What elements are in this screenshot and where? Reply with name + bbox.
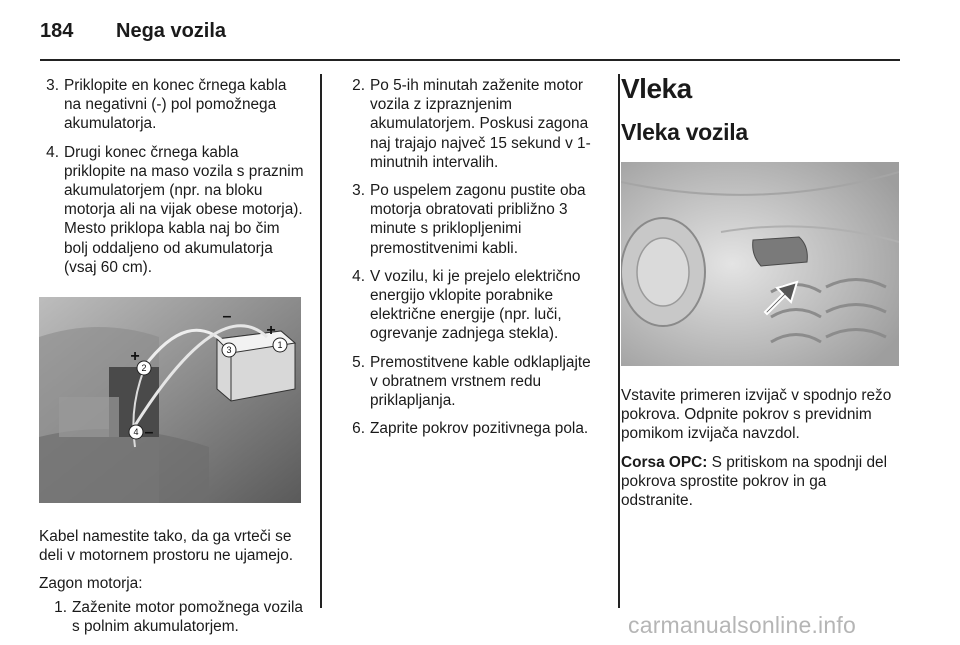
steps-list xyxy=(345,76,600,438)
opc-text: S pritiskom na spodnji del pokrova sprostite pokrov in ga odstranite. xyxy=(621,453,888,510)
cable-note: Kabel namestite tako, da ga vrteči se deli v motornem prostoru ne ujamejo. xyxy=(39,528,294,565)
step-number: 4. xyxy=(352,267,365,285)
towing-eye-cover-illustration xyxy=(621,162,899,366)
callout-2: 2 xyxy=(141,363,147,374)
opc-note xyxy=(621,453,901,511)
plus-sign-car: + xyxy=(130,348,140,366)
list-item xyxy=(39,143,304,277)
steps-list-top xyxy=(39,76,304,277)
callout-3: 3 xyxy=(226,345,232,356)
start-intro: Zagon motorja: xyxy=(39,575,143,593)
page-number: 184 xyxy=(40,20,74,42)
step-number: 3. xyxy=(352,182,365,200)
step-number: 3. xyxy=(46,77,59,94)
list-item xyxy=(345,181,600,258)
callout-4: 4 xyxy=(133,427,139,438)
step-text: Premostitvene kable odklapljajte v obratnem vrstnem redu priklapljanja. xyxy=(370,353,591,410)
list-item xyxy=(39,76,304,134)
plus-sign-battery: + xyxy=(266,322,276,340)
step-number: 5. xyxy=(352,353,365,371)
header-rule xyxy=(40,59,900,61)
step-text: Drugi konec črnega kabla priklopite na maso vozila s praznim akumulatorjem (npr. na bloku motorja ali na vijak obese motorja). Mesto priklopa kabla naj bo čim bolj oddaljeno od akumulatorja (vsaj 60 cm). xyxy=(64,143,304,276)
column-divider-right xyxy=(618,74,620,608)
step-text: Priklopite en konec črnega kabla na negativni (-) pol pomožnega akumulatorja. xyxy=(64,77,287,133)
step-text: Po 5-ih minutah zaženite motor vozila z izpraznjenim akumulatorjem. Poskusi zagona naj trajajo največ 15 sekund v 1-minutnih intervalih. xyxy=(370,77,591,171)
opc-label: Corsa OPC: xyxy=(621,453,708,471)
column-left xyxy=(39,76,304,645)
step-number: 6. xyxy=(352,420,365,438)
minus-sign-car: – xyxy=(144,424,154,442)
step-text: Zaprite pokrov pozitivnega pola. xyxy=(370,420,589,438)
section-heading: Vleka xyxy=(621,73,692,104)
step-number: 1. xyxy=(54,598,67,616)
steps-list-bottom xyxy=(39,598,304,636)
step-number: 4. xyxy=(46,143,59,161)
column-middle xyxy=(345,76,600,447)
column-divider-left xyxy=(320,74,322,608)
jump-start-illustration xyxy=(39,297,301,503)
step-number: 2. xyxy=(352,77,365,94)
list-item xyxy=(345,76,600,172)
step-text: Po uspelem zagonu pustite oba motorja obratovati približno 3 minute s priklopljenimi premostitvenimi kabli. xyxy=(370,182,586,257)
list-item xyxy=(47,598,304,636)
list-item xyxy=(345,419,600,438)
list-item xyxy=(345,353,600,411)
list-item xyxy=(345,267,600,344)
callout-1: 1 xyxy=(277,340,283,351)
step-text: V vozilu, ki je prejelo električno energijo vklopite porabnike električne energije (npr. luči, ogrevanje zadnjega stekla). xyxy=(370,267,581,343)
subsection-heading: Vleka vozila xyxy=(621,119,748,145)
minus-sign-battery: – xyxy=(222,308,232,326)
watermark: carmanualsonline.info xyxy=(628,612,856,638)
chapter-title: Nega vozila xyxy=(116,20,227,42)
towing-cover-icon xyxy=(753,237,808,266)
towing-instructions: Vstavite primeren izvijač v spodnjo režo pokrova. Odpnite pokrov s previdnim pomikom izvijača navzdol. xyxy=(621,387,892,443)
column-right xyxy=(621,72,901,519)
step-text: Zaženite motor pomožnega vozila s polnim akumulatorjem. xyxy=(72,598,303,635)
